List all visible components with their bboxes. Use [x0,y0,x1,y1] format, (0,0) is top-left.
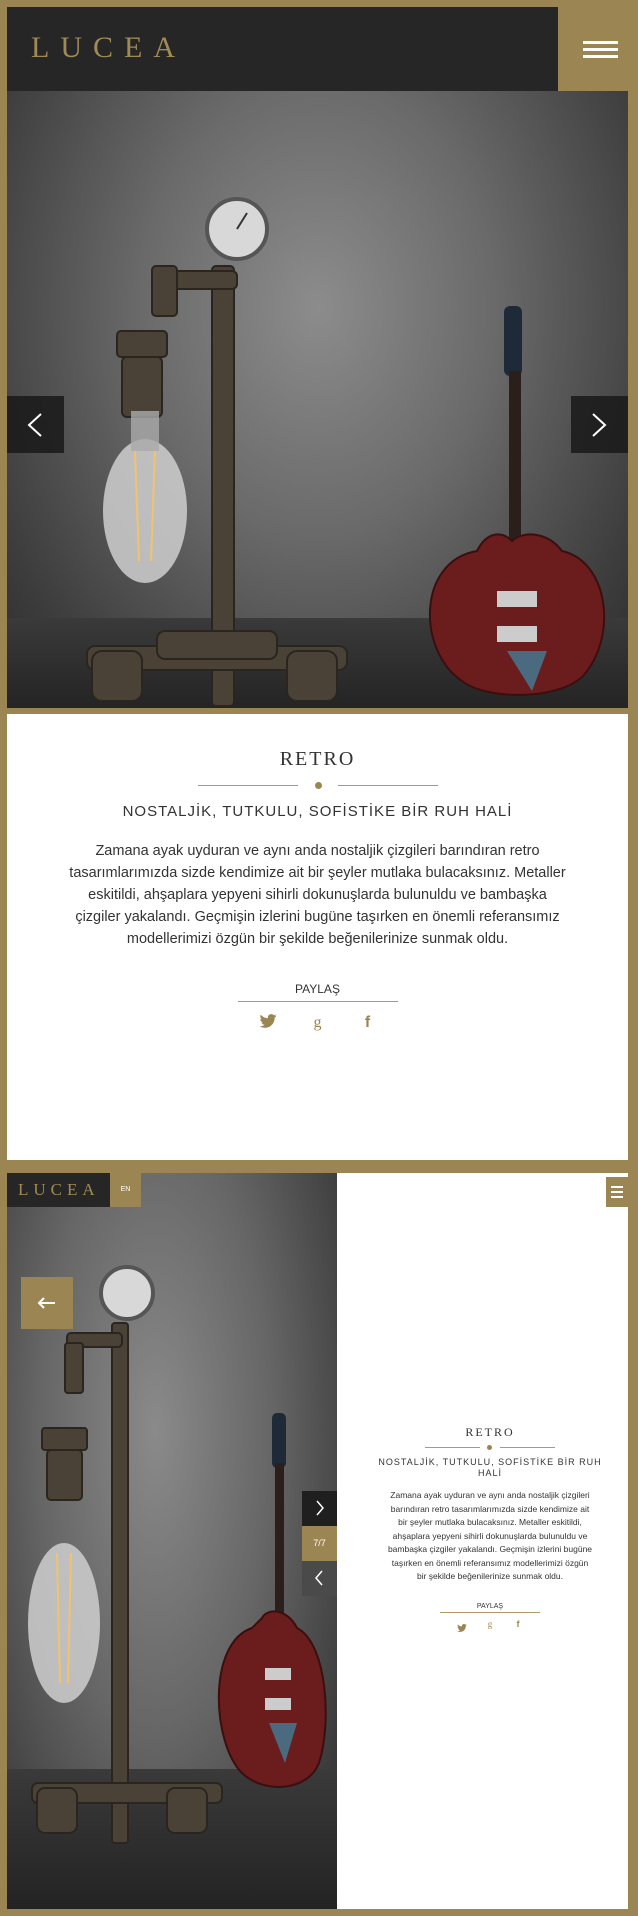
slide-counter: 7/7 [302,1526,337,1561]
prev-slide-button[interactable] [7,396,64,453]
share-divider [238,1001,398,1002]
title-divider [198,781,438,791]
preview-logo[interactable]: LUCEA [18,1180,100,1199]
back-button[interactable] [21,1277,73,1329]
preview-prev-button[interactable] [302,1561,337,1596]
product-description: Zamana ayak uyduran ve aynı anda nostaljik çizgileri barındıran retro tasarımlarımızda sizde kendimize ait bir şeyler mutlaka bulacaksınız. Metaller eskitildi, ahşaplara yepyeni sihirli dokunuşlarda bulunuldu ve bambaşka çizgiler yakalandı. Geçmişin izlerini bugüne taşırken en önemli referansımız modellerimizi özgün bir şekilde beğenilerinize sunmak oldu. [69,843,566,947]
product-info [7,714,628,1160]
menu-button[interactable] [558,7,638,91]
logo[interactable]: LUCEA [31,31,186,64]
hero-image [7,91,628,708]
preview-product-title: RETRO [465,1425,515,1439]
twitter-icon[interactable] [448,1619,476,1637]
preview-menu-button[interactable] [606,1177,628,1207]
chevron-left-icon [302,1561,337,1596]
preview-product-info [375,1425,605,1637]
facebook-icon[interactable]: f [364,1014,371,1031]
google-plus-icon[interactable]: g [313,1014,322,1031]
preview-header [7,1173,110,1207]
preview-next-button[interactable] [302,1491,337,1526]
social-links [7,1014,628,1033]
share-label: PAYLAŞ [295,982,340,996]
hamburger-menu-icon [611,1186,623,1188]
chevron-right-icon [302,1491,337,1526]
preview-product-subtitle: NOSTALJİK, TUTKULU, SOFİSTİKE BİR RUH HALİ [378,1457,602,1478]
product-title: RETRO [279,748,356,770]
next-slide-button[interactable] [571,396,628,453]
chevron-left-icon [25,412,45,438]
google-plus-icon[interactable]: g [487,1618,493,1629]
preview-product-description: Zamana ayak uyduran ve aynı anda nostaljik çizgileri barındıran retro tasarımlarımızda sizde kendimize ait bir şeyler mutlaka bulacaksınız. Metaller eskitildi, ahşaplara yepyeni sihirli dokunuşlarda bulunuldu ve bambaşka çizgiler yakalandı. Geçmişin izlerini bugüne taşırken en önemli referansımız modellerimizi özgün bir şekilde beğenilerinize sunmak oldu. [387,1490,593,1581]
arrow-left-icon [21,1277,73,1329]
site-header [7,7,558,91]
language-switch[interactable]: EN [110,1173,141,1207]
preview-share-label: PAYLAŞ [476,1602,504,1610]
preview-social-links [375,1619,605,1637]
product-subtitle: NOSTALJİK, TUTKULU, SOFİSTİKE BİR RUH HALİ [122,803,513,820]
preview-share-divider [440,1612,540,1613]
product-illustration [7,91,628,708]
facebook-icon[interactable]: f [516,1618,520,1629]
hamburger-menu-icon [583,41,618,44]
preview-title-divider [425,1443,555,1453]
twitter-icon[interactable] [243,1014,293,1033]
preview-hero-image [7,1173,337,1909]
chevron-right-icon [589,412,609,438]
desktop-preview [7,1173,628,1909]
